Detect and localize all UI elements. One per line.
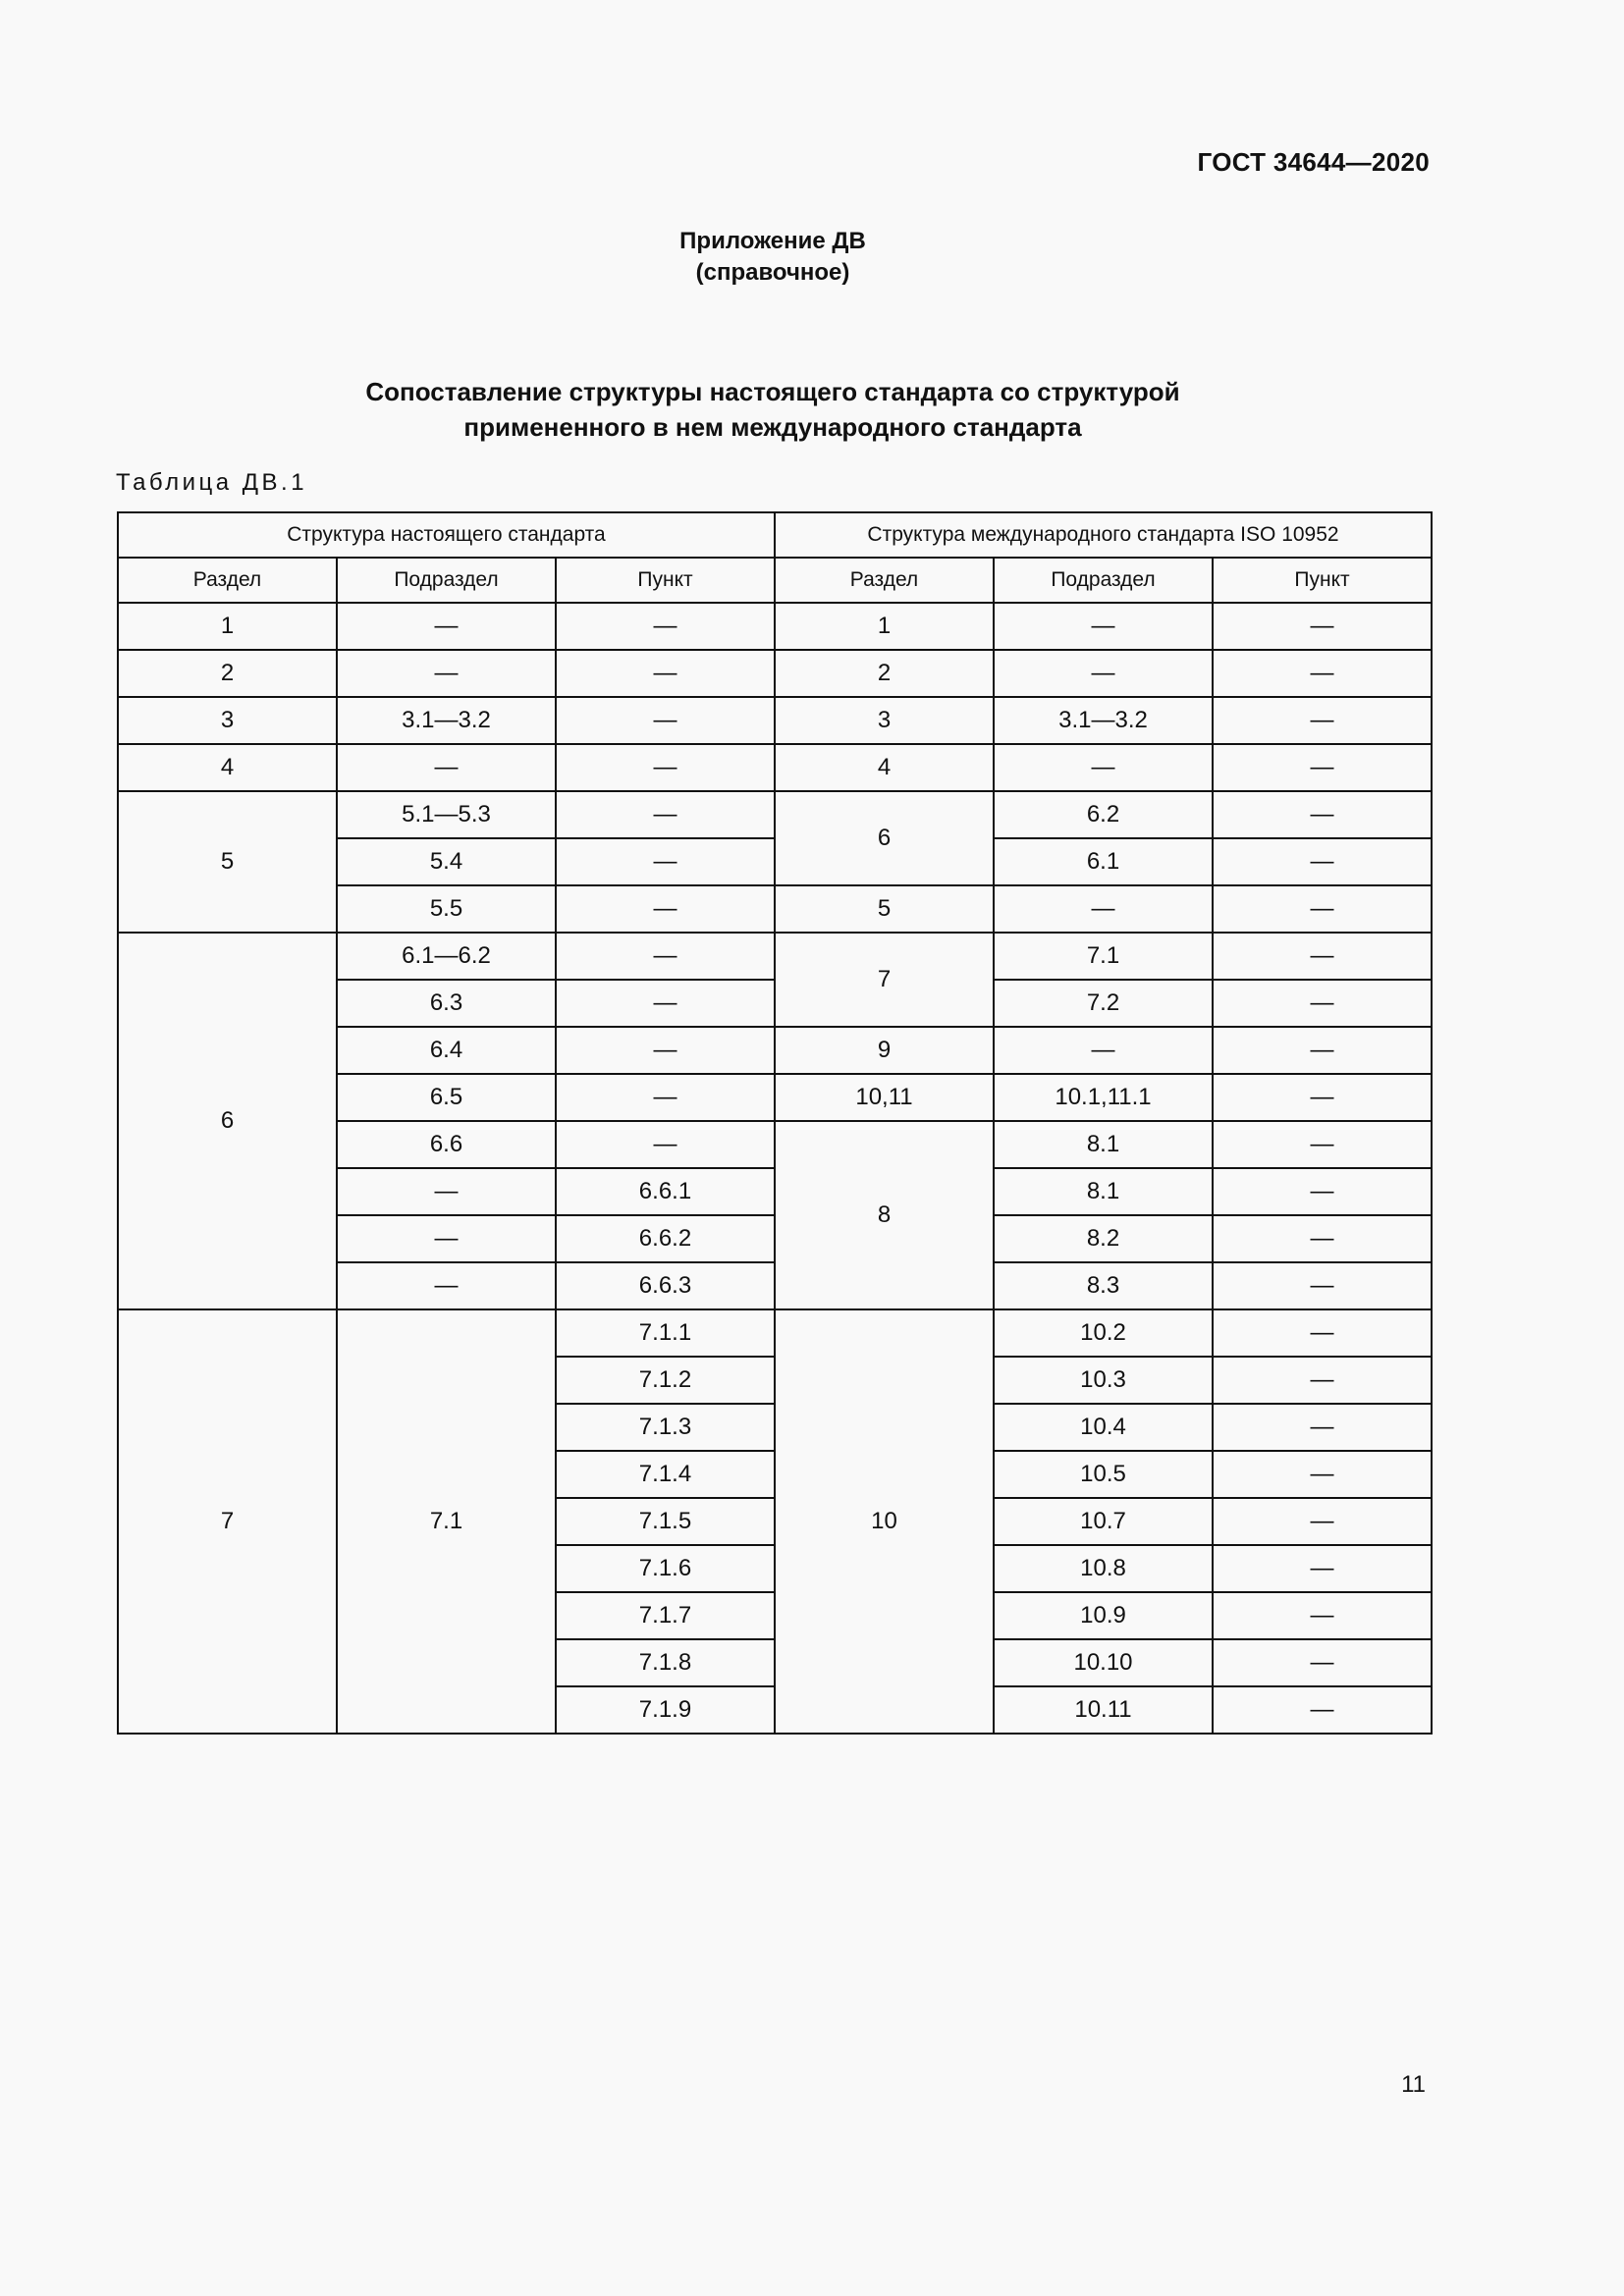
table-row xyxy=(118,697,1432,744)
table-cell: 2 xyxy=(775,650,994,697)
table-cell: — xyxy=(556,838,775,885)
table-cell: — xyxy=(1213,1498,1432,1545)
appendix-title: Приложение ДВ xyxy=(679,228,866,254)
table-cell: 7 xyxy=(118,1309,337,1734)
table-cell: — xyxy=(1213,885,1432,933)
table-row xyxy=(118,650,1432,697)
table-row xyxy=(118,603,1432,650)
appendix-heading xyxy=(0,226,1545,289)
table-cell: — xyxy=(1213,603,1432,650)
table-cell: 1 xyxy=(118,603,337,650)
table-cell: 7.1.8 xyxy=(556,1639,775,1686)
table-cell: 10.11 xyxy=(994,1686,1213,1734)
table-cell: — xyxy=(556,791,775,838)
table-cell: 6.4 xyxy=(337,1027,556,1074)
table-cell: 7.1.5 xyxy=(556,1498,775,1545)
table-cell: — xyxy=(556,603,775,650)
table-cell: 1 xyxy=(775,603,994,650)
table-cell: 7.2 xyxy=(994,980,1213,1027)
table-cell: 10.4 xyxy=(994,1404,1213,1451)
table-cell: — xyxy=(1213,1545,1432,1592)
table-cell: — xyxy=(556,744,775,791)
table-cell: — xyxy=(994,603,1213,650)
table-cell: 4 xyxy=(118,744,337,791)
table-cell: 10.8 xyxy=(994,1545,1213,1592)
comparison-table xyxy=(117,511,1433,1735)
table-cell: 6.2 xyxy=(994,791,1213,838)
table-cell: 6 xyxy=(775,791,994,885)
table-cell: 7.1 xyxy=(994,933,1213,980)
table-cell: — xyxy=(1213,1592,1432,1639)
table-column-header-row xyxy=(118,558,1432,603)
table-cell: 7 xyxy=(775,933,994,1027)
table-row xyxy=(118,1309,1432,1357)
appendix-subtitle: (справочное) xyxy=(695,259,850,286)
table-cell: — xyxy=(1213,650,1432,697)
table-cell: 4 xyxy=(775,744,994,791)
table-cell: — xyxy=(994,1027,1213,1074)
table-cell: — xyxy=(556,885,775,933)
table-cell: 8 xyxy=(775,1121,994,1309)
table-cell: 10.7 xyxy=(994,1498,1213,1545)
column-header: Раздел xyxy=(775,558,994,603)
page-number: 11 xyxy=(1401,2071,1426,2098)
table-cell: — xyxy=(1213,980,1432,1027)
table-cell: 3.1—3.2 xyxy=(337,697,556,744)
table-cell: 10,11 xyxy=(775,1074,994,1121)
column-header: Раздел xyxy=(118,558,337,603)
table-cell: 10.10 xyxy=(994,1639,1213,1686)
table-cell: 6.1 xyxy=(994,838,1213,885)
table-cell: — xyxy=(1213,1639,1432,1686)
column-header: Пункт xyxy=(556,558,775,603)
table-cell: — xyxy=(1213,1451,1432,1498)
table-cell: 6.6.1 xyxy=(556,1168,775,1215)
table-cell: — xyxy=(1213,1357,1432,1404)
table-cell: 6.6 xyxy=(337,1121,556,1168)
table-group-header-row xyxy=(118,512,1432,558)
table-cell: — xyxy=(556,697,775,744)
table-cell: 5.5 xyxy=(337,885,556,933)
column-header: Подраздел xyxy=(337,558,556,603)
table-cell: — xyxy=(337,650,556,697)
table-cell: — xyxy=(337,1215,556,1262)
table-cell: 2 xyxy=(118,650,337,697)
table-cell: 6.5 xyxy=(337,1074,556,1121)
table-cell: 3 xyxy=(118,697,337,744)
table-cell: 6.1—6.2 xyxy=(337,933,556,980)
section-title xyxy=(0,374,1545,445)
table-cell: 10 xyxy=(775,1309,994,1734)
table-cell: 10.2 xyxy=(994,1309,1213,1357)
table-cell: — xyxy=(1213,933,1432,980)
table-cell: 7.1.1 xyxy=(556,1309,775,1357)
table-cell: 3.1—3.2 xyxy=(994,697,1213,744)
table-cell: 3 xyxy=(775,697,994,744)
table-cell: — xyxy=(556,980,775,1027)
title-line-2: примененного в нем международного стандарта xyxy=(463,412,1082,442)
table-cell: 5 xyxy=(118,791,337,933)
table-cell: — xyxy=(556,1074,775,1121)
table-cell: — xyxy=(1213,1215,1432,1262)
table-cell: 7.1.2 xyxy=(556,1357,775,1404)
table-cell: — xyxy=(1213,1027,1432,1074)
group-header-left: Структура настоящего стандарта xyxy=(118,512,775,558)
table-cell: — xyxy=(1213,1262,1432,1309)
table-cell: — xyxy=(1213,838,1432,885)
table-row xyxy=(118,744,1432,791)
table-cell: — xyxy=(994,744,1213,791)
table-cell: — xyxy=(337,603,556,650)
table-cell: 10.3 xyxy=(994,1357,1213,1404)
table-cell: 7.1 xyxy=(337,1309,556,1734)
table-cell: 5.1—5.3 xyxy=(337,791,556,838)
table-cell: 7.1.6 xyxy=(556,1545,775,1592)
table-cell: — xyxy=(1213,1074,1432,1121)
table-cell: — xyxy=(337,1168,556,1215)
table-cell: — xyxy=(556,650,775,697)
title-line-1: Сопоставление структуры настоящего стандарта со структурой xyxy=(365,377,1180,406)
table-row xyxy=(118,791,1432,838)
table-cell: — xyxy=(1213,1121,1432,1168)
table-caption: Таблица ДВ.1 xyxy=(116,469,308,496)
table-cell: — xyxy=(1213,744,1432,791)
table-cell: 8.3 xyxy=(994,1262,1213,1309)
table-cell: 10.1,11.1 xyxy=(994,1074,1213,1121)
table-cell: 7.1.3 xyxy=(556,1404,775,1451)
table-cell: — xyxy=(1213,1168,1432,1215)
table-cell: 7.1.9 xyxy=(556,1686,775,1734)
table-cell: — xyxy=(1213,1309,1432,1357)
column-header: Подраздел xyxy=(994,558,1213,603)
table-cell: 6 xyxy=(118,933,337,1309)
table-row xyxy=(118,933,1432,980)
table-cell: — xyxy=(337,744,556,791)
table-cell: 9 xyxy=(775,1027,994,1074)
table-cell: — xyxy=(1213,791,1432,838)
table-cell: 6.6.2 xyxy=(556,1215,775,1262)
table-cell: 7.1.4 xyxy=(556,1451,775,1498)
table-cell: — xyxy=(1213,697,1432,744)
table-cell: 8.1 xyxy=(994,1168,1213,1215)
group-header-right: Структура международного стандарта ISO 10952 xyxy=(775,512,1432,558)
table-cell: — xyxy=(1213,1404,1432,1451)
table-cell: 10.5 xyxy=(994,1451,1213,1498)
table-cell: 8.2 xyxy=(994,1215,1213,1262)
table-cell: 5 xyxy=(775,885,994,933)
table-cell: — xyxy=(994,650,1213,697)
table-cell: 6.3 xyxy=(337,980,556,1027)
table-cell: 6.6.3 xyxy=(556,1262,775,1309)
column-header: Пункт xyxy=(1213,558,1432,603)
table-cell: — xyxy=(1213,1686,1432,1734)
document-code: ГОСТ 34644—2020 xyxy=(1197,147,1430,177)
table-cell: — xyxy=(337,1262,556,1309)
table-cell: — xyxy=(556,1027,775,1074)
table-cell: 8.1 xyxy=(994,1121,1213,1168)
table-cell: 7.1.7 xyxy=(556,1592,775,1639)
table-cell: 5.4 xyxy=(337,838,556,885)
table-cell: — xyxy=(994,885,1213,933)
table-cell: — xyxy=(556,933,775,980)
table-cell: — xyxy=(556,1121,775,1168)
table-cell: 10.9 xyxy=(994,1592,1213,1639)
